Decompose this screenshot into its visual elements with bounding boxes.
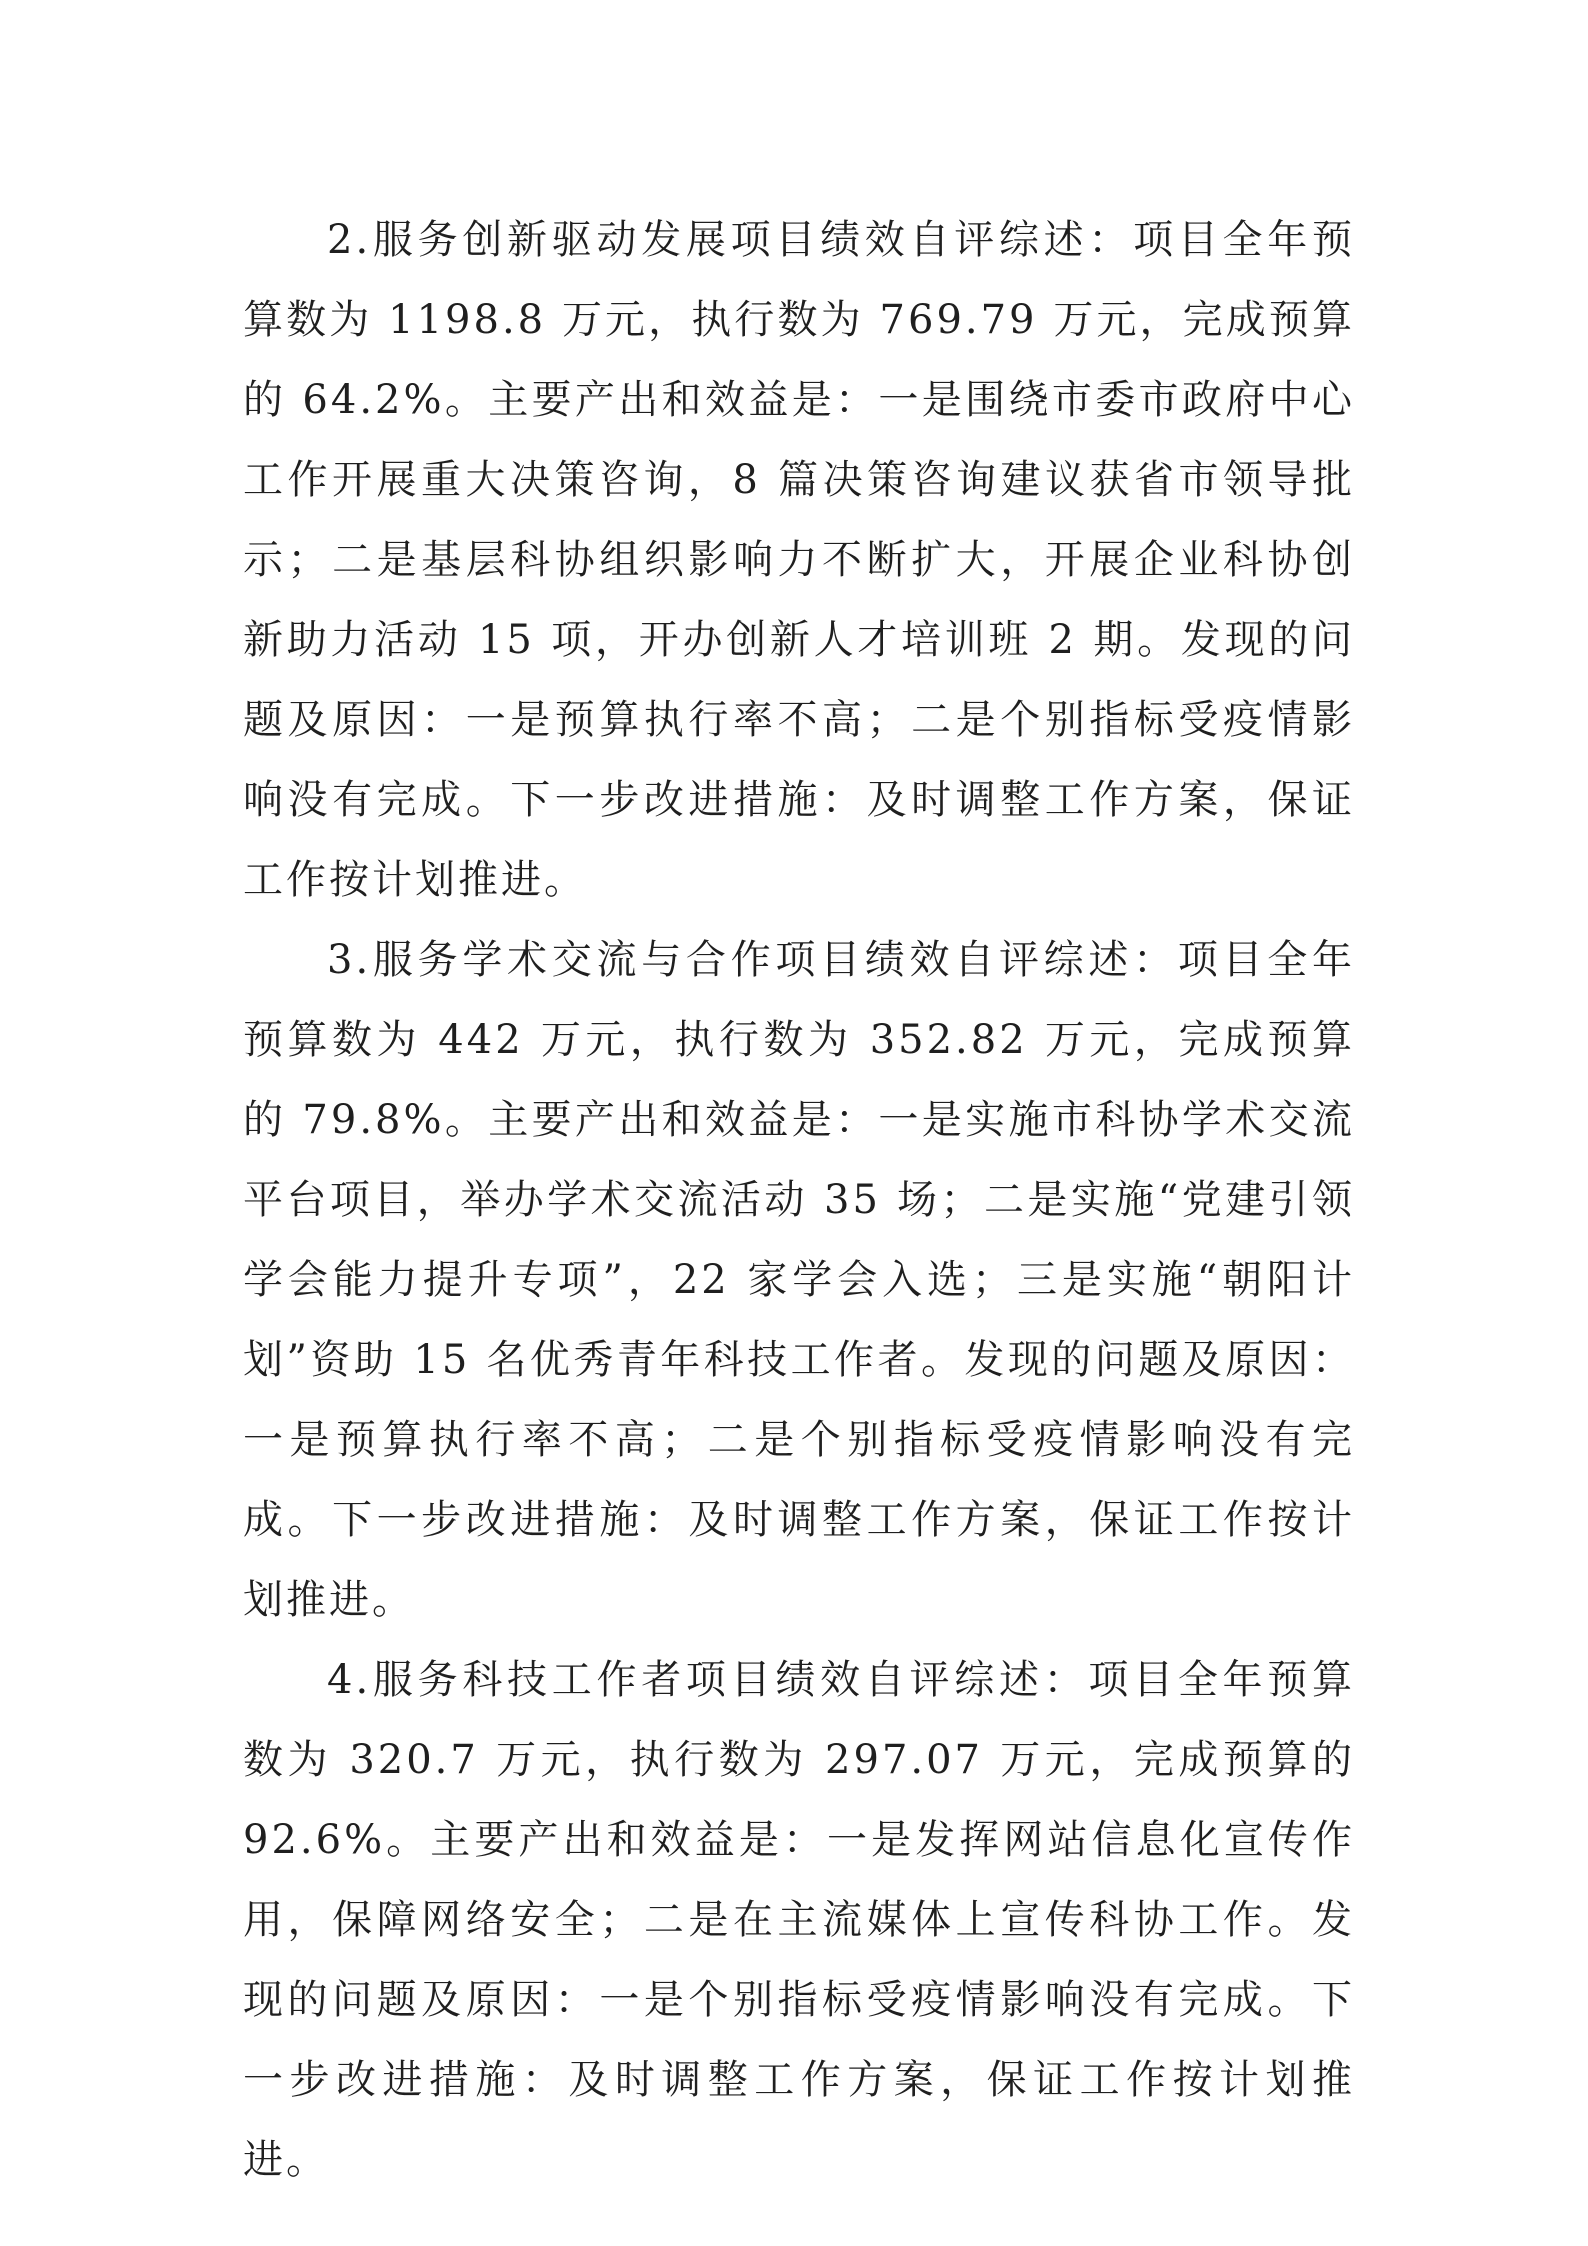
paragraph-item-2: 2.服务创新驱动发展项目绩效自评综述：项目全年预算数为 1198.8 万元，执行数为 769.79 万元，完成预算的 64.2%。主要产出和效益是：一是围绕市委市政府中心工作开展重大决策咨询，8 篇决策咨询建议获省市领导批示；二是基层科协组织影响力不断扩大，开展企业科协创新助力活动 15 项，开办创新人才培训班 2 期。发现的问题及原因：一是预算执行率不高；二是个别指标受疫情影响没有完成。下一步改进措施：及时调整工作方案，保证工作按计划推进。 (243, 217, 1355, 903)
paragraph-item-3: 3.服务学术交流与合作项目绩效自评综述：项目全年预算数为 442 万元，执行数为 352.82 万元，完成预算的 79.8%。主要产出和效益是：一是实施市科协学术交流平台项目，举办学术交流活动 35 场；二是实施“党建引领学会能力提升专项”，22 家学会入选；三是实施“朝阳计划”资助 15 名优秀青年科技工作者。发现的问题及原因：一是预算执行率不高；二是个别指标受疫情影响没有完成。下一步改进措施：及时调整工作方案，保证工作按计划推进。 (243, 937, 1355, 1623)
document-body (243, 200, 1355, 2200)
paragraph-item-4: 4.服务科技工作者项目绩效自评综述：项目全年预算数为 320.7 万元，执行数为 297.07 万元，完成预算的 92.6%。主要产出和效益是：一是发挥网站信息化宣传作用，保障网络安全；二是在主流媒体上宣传科协工作。发现的问题及原因：一是个别指标受疫情影响没有完成。下一步改进措施：及时调整工作方案，保证工作按计划推进。 (243, 1657, 1355, 2183)
